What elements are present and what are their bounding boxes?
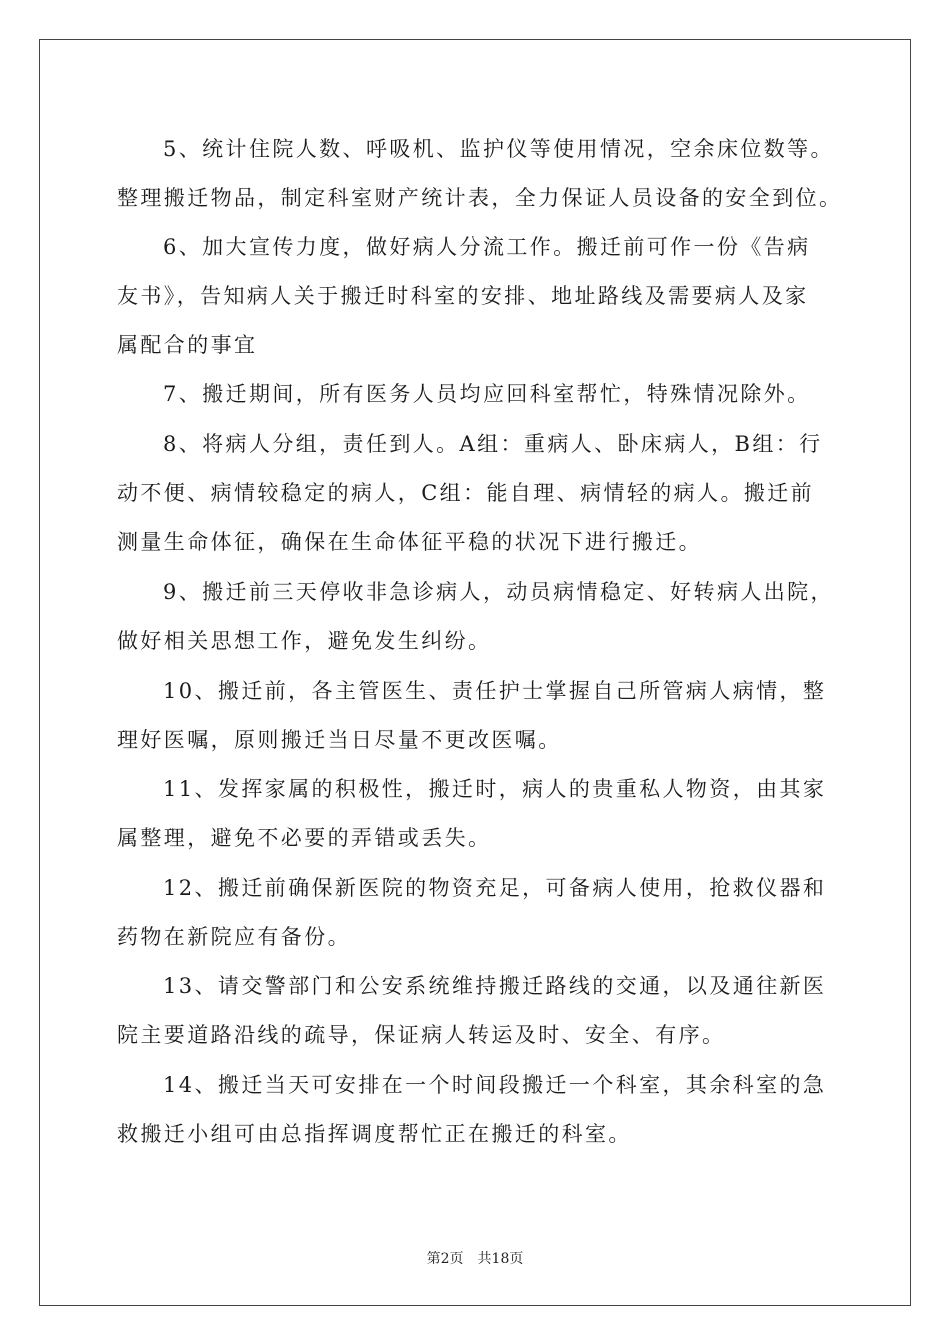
text-line: 13、请交警部门和公安系统维持搬迁路线的交通，以及通往新医 xyxy=(163,974,827,998)
text-line: 院主要道路沿线的疏导，保证病人转运及时、安全、有序。 xyxy=(117,1023,726,1047)
text-line: 属配合的事宜 xyxy=(117,333,258,357)
text-line: 做好相关思想工作，避免发生纠纷。 xyxy=(117,629,492,653)
text-line: 属整理，避免不必要的弄错或丢失。 xyxy=(117,826,492,850)
text-line: 整理搬迁物品，制定科室财产统计表，全力保证人员设备的安全到位。 xyxy=(117,186,843,210)
text-line: 测量生命体征，确保在生命体征平稳的状况下进行搬迁。 xyxy=(117,530,702,554)
text-line: 6、加大宣传力度，做好病人分流工作。搬迁前可作一份《告病 xyxy=(163,235,811,259)
text-line: 药物在新院应有备份。 xyxy=(117,925,351,949)
page-footer: 第2页 共18页 xyxy=(426,1251,524,1267)
text-line: 7、搬迁期间，所有医务人员均应回科室帮忙，特殊情况除外。 xyxy=(163,382,811,406)
text-line: 友书》，告知病人关于搬迁时科室的安排、地址路线及需要病人及家 xyxy=(117,284,809,308)
text-line: 动不便、病情较稳定的病人，C组：能自理、病情轻的病人。搬迁前 xyxy=(117,481,815,505)
page-border xyxy=(39,39,911,1306)
text-line: 12、搬迁前确保新医院的物资充足，可备病人使用，抢救仪器和 xyxy=(163,876,827,900)
text-line: 14、搬迁当天可安排在一个时间段搬迁一个科室，其余科室的急 xyxy=(163,1073,827,1097)
text-line: 10、搬迁前，各主管医生、责任护士掌握自己所管病人病情，整 xyxy=(163,679,827,703)
text-line: 9、搬迁前三天停收非急诊病人，动员病情稳定、好转病人出院， xyxy=(163,580,834,604)
text-line: 5、统计住院人数、呼吸机、监护仪等使用情况，空余床位数等。 xyxy=(163,137,834,161)
text-line: 理好医嘱，原则搬迁当日尽量不更改医嘱。 xyxy=(117,728,562,752)
text-line: 8、将病人分组，责任到人。A组：重病人、卧床病人，B组：行 xyxy=(163,432,823,456)
text-line: 救搬迁小组可由总指挥调度帮忙正在搬迁的科室。 xyxy=(117,1122,632,1146)
text-line: 11、发挥家属的积极性，搬迁时，病人的贵重私人物资，由其家 xyxy=(163,777,827,801)
